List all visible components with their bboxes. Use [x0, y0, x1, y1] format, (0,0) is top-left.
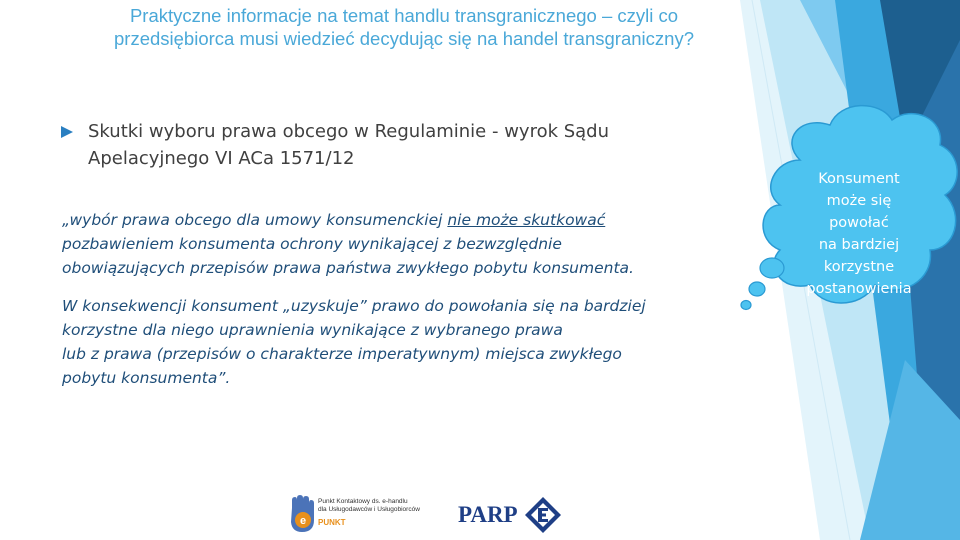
quote-line	[62, 208, 752, 232]
cloud-text-line: korzystne	[823, 259, 895, 275]
punkt-logo-line: Punkt Kontaktowy ds. e-handlu	[318, 498, 408, 505]
quote-line: pozbawieniem konsumenta ochrony wynikającej z bezwzględnie	[62, 235, 562, 253]
quote-paragraph-2	[62, 294, 752, 390]
quote-underlined-text: nie może skutkować	[447, 211, 606, 229]
punkt-kontaktowy-logo	[288, 494, 448, 534]
parp-logo-word: PARP	[458, 502, 518, 527]
cloud-text-line: może się	[826, 193, 892, 209]
cloud-callout-text	[790, 168, 928, 300]
quote-line: obowiązujących przepisów prawa państwa zwykłego pobytu konsumenta.	[62, 259, 634, 277]
slide-title	[84, 4, 724, 50]
slide-title-line: Praktyczne informacje na temat handlu transgranicznego – czyli co	[129, 5, 679, 26]
punkt-hand-e-icon	[288, 494, 316, 534]
slide-title-line: przedsiębiorca musi wiedzieć decydując się na handel transgraniczny?	[114, 28, 694, 49]
punkt-logo-line: dla Usługodawców i Usługobiorców	[318, 506, 420, 513]
cloud-text-line: Konsument	[818, 171, 900, 187]
quote-line: korzystne dla niego uprawnienia wynikające z wybranego prawa	[62, 321, 563, 339]
bullet-text	[88, 118, 698, 172]
cloud-text-line: postanowienia	[806, 281, 912, 297]
quote-text: „wybór prawa obcego dla umowy konsumenckiej	[62, 211, 448, 229]
triangle-bullet-icon	[60, 125, 74, 139]
thought-bubble-large	[760, 258, 784, 278]
cloud-text-line: na bardziej	[818, 237, 900, 253]
parp-logo	[458, 496, 568, 534]
quote-line: pobytu konsumenta”.	[62, 369, 231, 387]
cloud-text-line: powołać	[829, 215, 889, 231]
bullet-text-line: Apelacyjnego VI ACa 1571/12	[88, 148, 355, 169]
bullet-text-line: Skutki wyboru prawa obcego w Regulaminie - wyrok Sądu	[88, 121, 610, 142]
quote-paragraph-1	[62, 208, 752, 280]
parp-emblem-icon	[524, 496, 562, 534]
punkt-logo-word: PUNKT	[318, 518, 346, 527]
quote-line: lub z prawa (przepisów o charakterze imperatywnym) miejsca zwykłego	[62, 345, 622, 363]
quote-line: W konsekwencji konsument „uzyskuje” prawo do powołania się na bardziej	[62, 297, 646, 315]
svg-text:e: e	[299, 515, 307, 527]
